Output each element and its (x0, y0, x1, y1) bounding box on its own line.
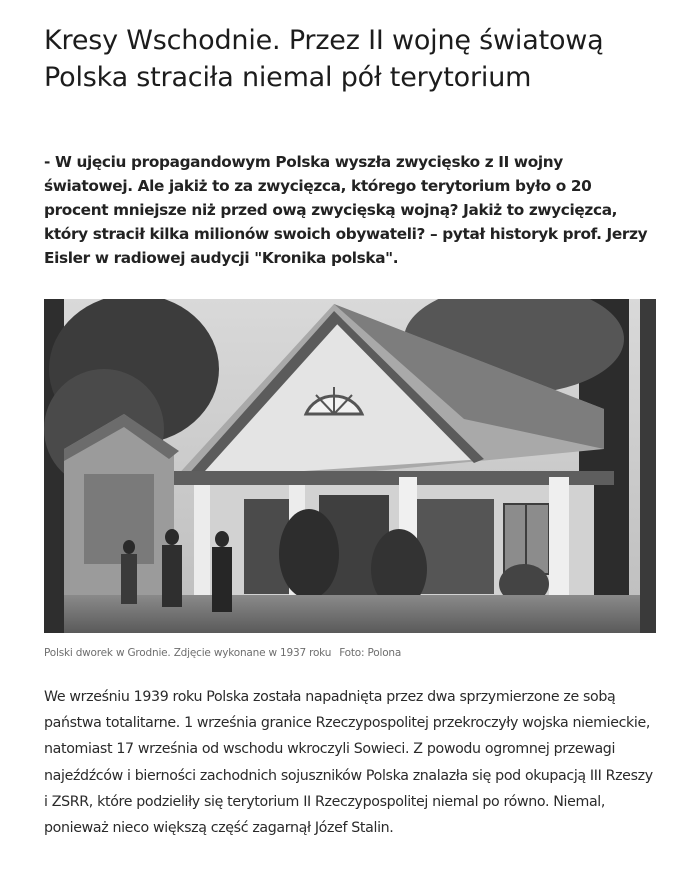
photo-caption-text: Polski dworek w Grodnie. Zdjęcie wykonane w 1937 roku (44, 647, 332, 659)
article (44, 0, 656, 841)
photo-source: Foto: Polona (339, 647, 402, 659)
manor-house-photo (44, 299, 656, 633)
article-photo (44, 299, 656, 633)
article-body-paragraph: We wrześniu 1939 roku Polska została napadnięta przez dwa sprzymierzone ze sobą państwa totalitarne. 1 września granice Rzeczypospolitej przekroczyły wojska niemieckie, natomiast 17 września od wschodu wkroczyli Sowieci. Z powodu ogromnej przewagi najeźdźców i bierności zachodnich sojuszników Polska znalazła się pod okupacją III Rzeszy i ZSRR, które podzieliły się terytorium II Rzeczypospolitej niemal po równo. Niemal, ponieważ nieco większą część zagarnął Józef Stalin. (44, 689, 653, 837)
article-lead: - W ujęciu propagandowym Polska wyszła zwycięsko z II wojny światowej. Ale jakiż to za zwycięzca, którego terytorium było o 20 procent mniejsze niż przed ową zwycięską wojną? Jakiż to zwycięzca, który stracił kilka milionów swoich obywateli? – pytał historyk prof. Jerzy Eisler w radiowej audycji "Kronika polska". (44, 153, 648, 267)
article-title: Kresy Wschodnie. Przez II wojnę światową Polska straciła niemal pół terytorium (44, 25, 604, 93)
photo-caption (44, 646, 656, 660)
